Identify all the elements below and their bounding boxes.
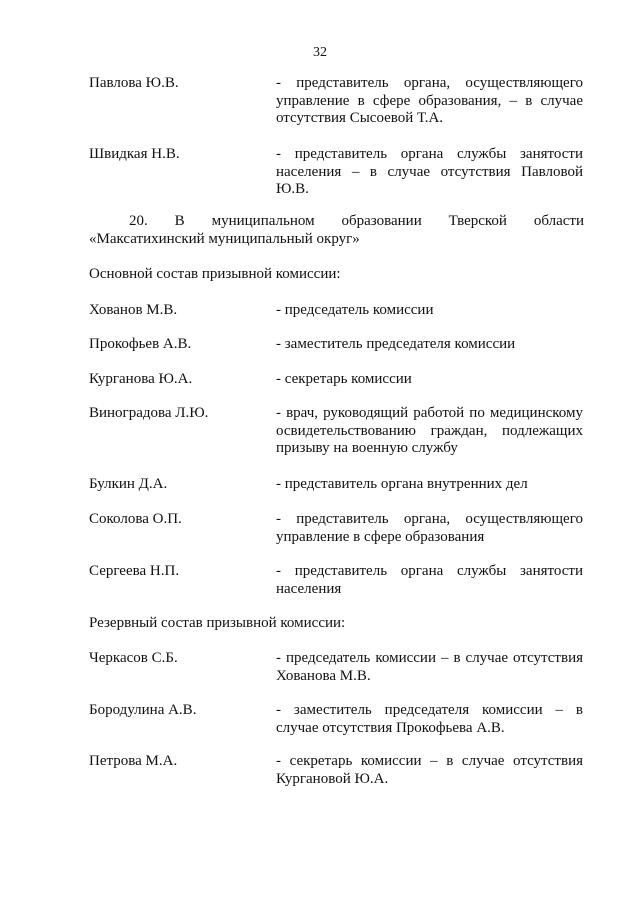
member-name: Черкасов С.Б.: [89, 650, 178, 666]
member-role: - представитель органа, осуществляющего управление в сфере образования: [276, 511, 583, 545]
member-role: - секретарь комиссии – в случае отсутствия Кургановой Ю.А.: [276, 753, 583, 787]
member-role: - представитель органа, осуществляющего управление в сфере образования, – в случае отсутствия Сысоевой Т.А.: [276, 75, 583, 126]
member-name: Павлова Ю.В.: [89, 75, 179, 91]
member-name: Прокофьев А.В.: [89, 336, 192, 352]
member-name: Бородулина А.В.: [89, 702, 197, 718]
member-role: - представитель органа внутренних дел: [276, 476, 528, 492]
member-role: - заместитель председателя комиссии – в случае отсутствия Прокофьева А.В.: [276, 702, 583, 736]
member-name: Курганова Ю.А.: [89, 371, 193, 387]
page-number: 32: [313, 45, 327, 60]
reserve-composition-heading: Резервный состав призывной комиссии:: [89, 615, 346, 631]
member-name: Сергеева Н.П.: [89, 563, 180, 579]
member-role: - председатель комиссии: [276, 302, 434, 318]
member-role: - секретарь комиссии: [276, 371, 412, 387]
member-role: - представитель органа службы занятости населения – в случае отсутствия Павловой Ю.В.: [276, 146, 583, 197]
member-role: - врач, руководящий работой по медицинскому освидетельствованию граждан, подлежащих призыву на военную службу: [276, 405, 583, 456]
member-name: Швидкая Н.В.: [89, 146, 180, 162]
member-name: Виноградова Л.Ю.: [89, 405, 209, 421]
main-composition-heading: Основной состав призывной комиссии:: [89, 266, 341, 282]
member-role: - представитель органа службы занятости населения: [276, 563, 583, 597]
section-title: 20. В муниципальном образовании Тверской области «Максатихинский муниципальный округ»: [89, 213, 584, 247]
member-role: - заместитель председателя комиссии: [276, 336, 516, 352]
member-role: - председатель комиссии – в случае отсутствия Хованова М.В.: [276, 650, 583, 684]
member-name: Соколова О.П.: [89, 511, 182, 527]
member-name: Петрова М.А.: [89, 753, 178, 769]
member-name: Хованов М.В.: [89, 302, 178, 318]
member-name: Булкин Д.А.: [89, 476, 168, 492]
